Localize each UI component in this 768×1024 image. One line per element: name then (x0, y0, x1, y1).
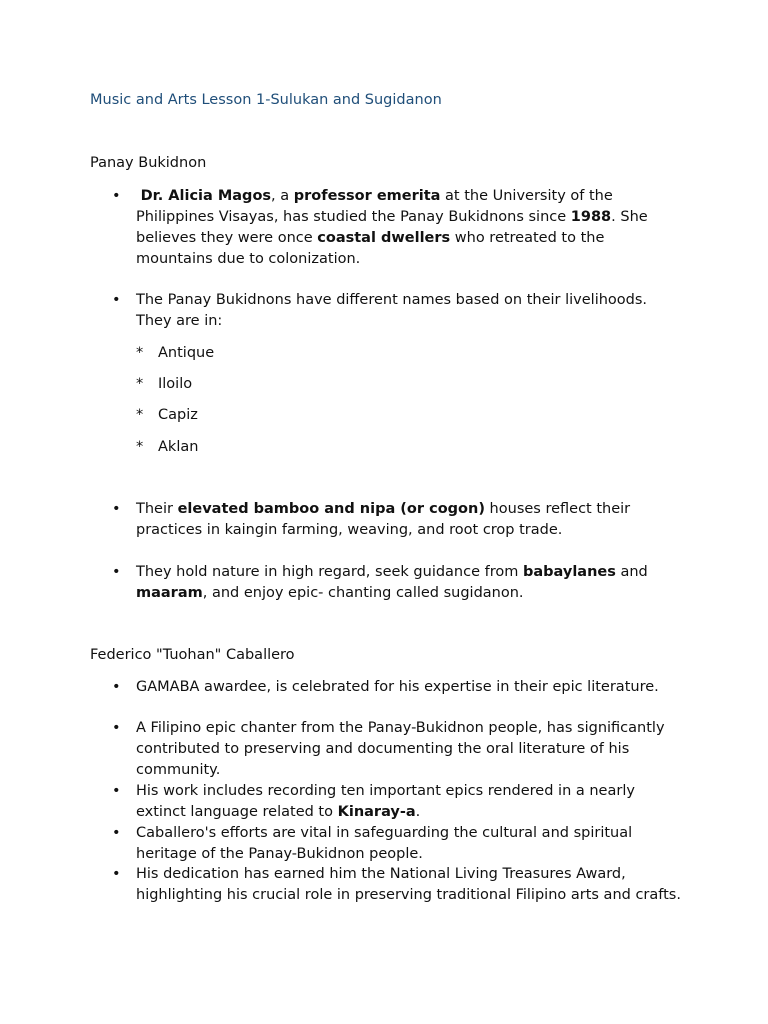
bullet-icon: • (112, 292, 121, 308)
bold-text: babaylanes (522, 564, 616, 580)
bullet-icon: • (112, 866, 121, 882)
bullet-icon: • (112, 564, 121, 580)
list-item: • Dr. Alicia Magos, a professor emerita at the University of the Philippines Visayas, has studied the Panay Bukidnons since 1988. She believes they were once coastal dwellers who retreated to the mountains due to colonization. (112, 188, 648, 267)
bold-text: 1988 (570, 209, 612, 225)
section-heading-caballero: Federico "Tuohan" Caballero (90, 647, 295, 663)
section-heading-panay-bukidnon: Panay Bukidnon (90, 155, 207, 171)
bold-text: Kinaray-a (337, 804, 416, 820)
bold-text: coastal dwellers (317, 230, 451, 246)
bold-text: Dr. Alicia Magos (140, 188, 272, 204)
document-title: Music and Arts Lesson 1-Sulukan and Sugidanon (90, 92, 442, 108)
bold-text: maaram (136, 585, 203, 601)
bullet-icon: • (112, 188, 121, 204)
sub-list-item: * Aklan (136, 437, 198, 458)
list-item: • His work includes recording ten important epics rendered in a nearly extinct language related to Kinaray-a. (112, 783, 635, 820)
asterisk-icon: * (136, 407, 144, 423)
list-item: • A Filipino epic chanter from the Panay-Bukidnon people, has significantly contributed to preserving and documenting the oral literature of his community. (112, 720, 665, 778)
list-item: • They hold nature in high regard, seek guidance from babaylanes and maaram, and enjoy epic- chanting called sugidanon. (112, 564, 648, 601)
bullet-icon: • (112, 783, 121, 799)
list-item: • His dedication has earned him the National Living Treasures Award, highlighting his crucial role in preserving traditional Filipino arts and crafts. (112, 866, 681, 903)
sub-list-item: * Iloilo (136, 374, 192, 395)
bold-text: elevated bamboo and nipa (or cogon) (177, 501, 485, 517)
sub-list-item: * Capiz (136, 405, 198, 426)
bullet-icon: • (112, 679, 121, 695)
bullet-icon: • (112, 501, 121, 517)
list-item: • Caballero's efforts are vital in safeguarding the cultural and spiritual heritage of the Panay-Bukidnon people. (112, 825, 633, 862)
asterisk-icon: * (136, 439, 144, 455)
list-item: • The Panay Bukidnons have different names based on their livelihoods. They are in: (112, 292, 648, 329)
bullet-icon: • (112, 720, 121, 736)
asterisk-icon: * (136, 345, 144, 361)
bullet-icon: • (112, 825, 121, 841)
bold-text: professor emerita (293, 188, 441, 204)
sub-list-item: * Antique (136, 343, 214, 364)
asterisk-icon: * (136, 376, 144, 392)
list-item: • Their elevated bamboo and nipa (or cogon) houses reflect their practices in kaingin farming, weaving, and root crop trade. (112, 501, 631, 538)
list-item: • GAMABA awardee, is celebrated for his expertise in their epic literature. (112, 677, 682, 698)
